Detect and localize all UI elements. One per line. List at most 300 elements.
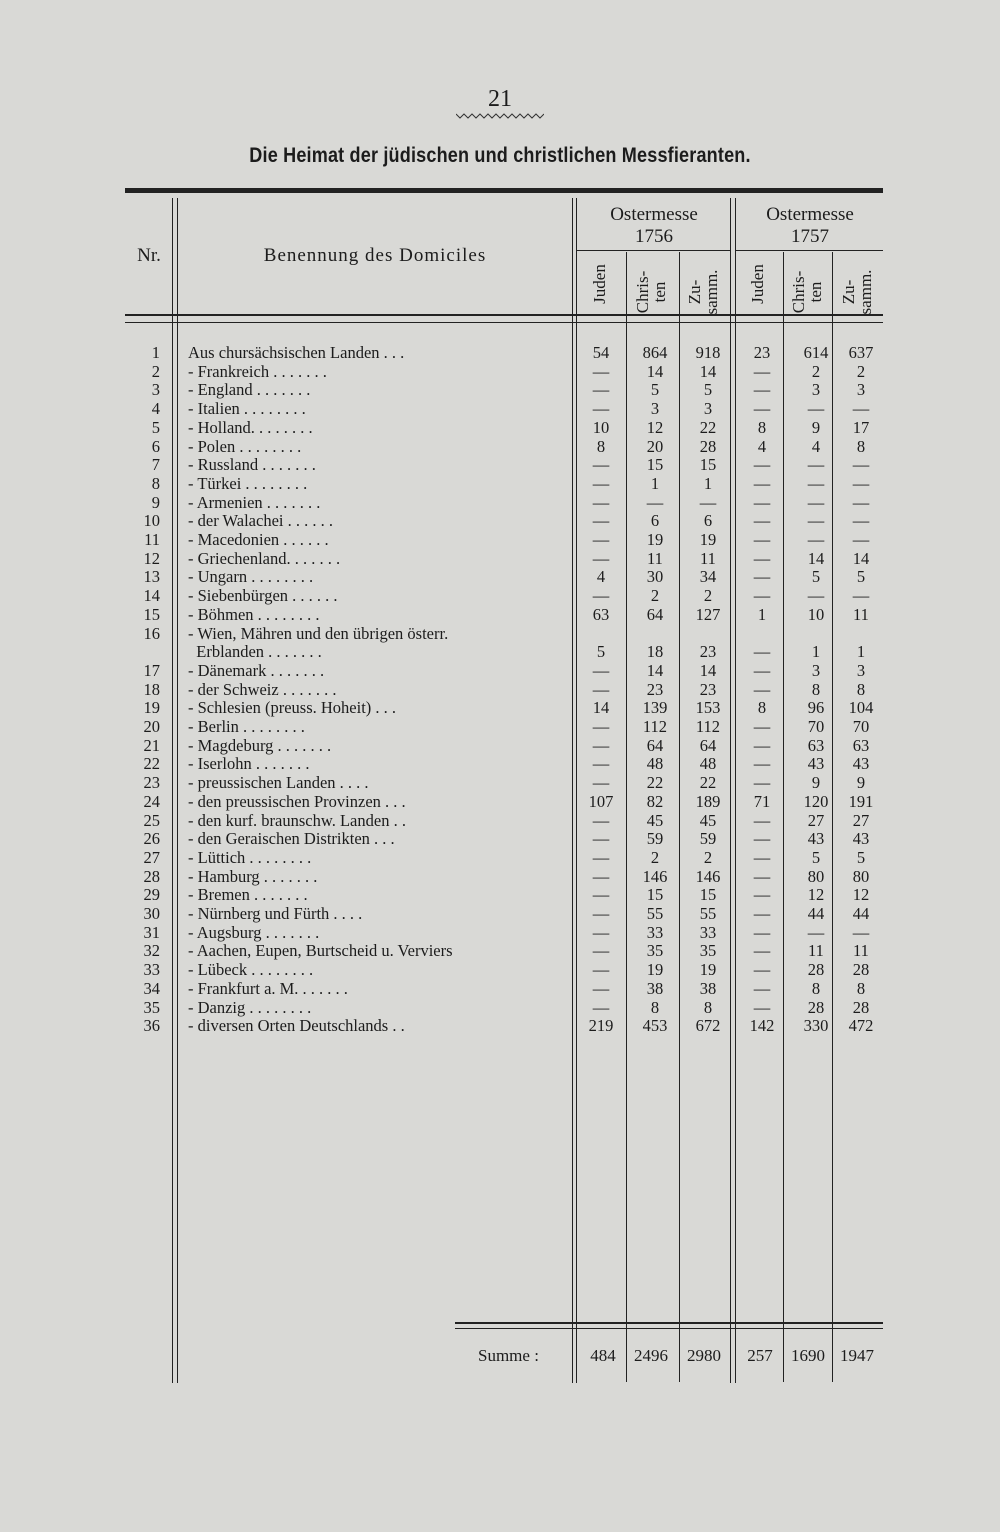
row-value-6: 28 bbox=[852, 997, 870, 1017]
row-value-4: 8 bbox=[757, 417, 767, 437]
row-value-6: 3 bbox=[856, 380, 866, 400]
row-value-4: — bbox=[753, 941, 771, 961]
row-value-3: 15 bbox=[699, 885, 717, 905]
row-value-3: 3 bbox=[703, 399, 713, 419]
row-value-1: 4 bbox=[596, 567, 606, 587]
row-value-2: 55 bbox=[646, 904, 664, 923]
row-value-4: — bbox=[753, 492, 771, 512]
row-domicile: - Frankreich . . . . . . . bbox=[188, 361, 327, 381]
row-value-5: 28 bbox=[807, 997, 825, 1017]
row-domicile: - Italien . . . . . . . . bbox=[188, 399, 306, 419]
row-value-2: 18 bbox=[646, 642, 664, 662]
table-row bbox=[0, 960, 1000, 979]
row-number: 19 bbox=[143, 698, 160, 718]
row-value-4: — bbox=[753, 473, 771, 493]
row-value-6: 191 bbox=[848, 791, 874, 811]
row-value-1: 107 bbox=[588, 791, 614, 811]
row-value-5: 14 bbox=[807, 548, 825, 568]
row-value-4: — bbox=[753, 455, 771, 475]
row-value-4: — bbox=[753, 679, 771, 699]
row-value-2: 146 bbox=[642, 866, 668, 886]
row-value-5: 9 bbox=[811, 417, 821, 437]
row-value-4: — bbox=[753, 829, 771, 849]
row-value-1: 10 bbox=[592, 417, 610, 437]
row-number: 36 bbox=[143, 1016, 160, 1036]
row-value-2: 2 bbox=[650, 847, 660, 867]
row-domicile: - Hamburg . . . . . . . bbox=[188, 866, 318, 886]
table-row bbox=[0, 923, 1000, 942]
table-top-rule bbox=[125, 188, 883, 193]
table-row bbox=[0, 380, 1000, 399]
row-value-6: 637 bbox=[848, 343, 874, 362]
row-domicile: - Lüttich . . . . . . . . bbox=[188, 847, 312, 867]
table-row bbox=[0, 848, 1000, 867]
row-value-4: 1 bbox=[757, 604, 767, 624]
row-domicile: - Ungarn . . . . . . . . bbox=[188, 567, 314, 587]
row-value-6: — bbox=[852, 473, 870, 493]
row-value-1: — bbox=[592, 399, 610, 419]
row-value-3: 8 bbox=[703, 997, 713, 1017]
row-value-4: — bbox=[753, 717, 771, 736]
row-value-5: — bbox=[807, 455, 825, 475]
row-number: 31 bbox=[143, 922, 160, 942]
row-value-1: — bbox=[592, 941, 610, 961]
row-value-3: 672 bbox=[695, 1016, 721, 1036]
row-value-6: 3 bbox=[856, 660, 866, 680]
row-value-1: — bbox=[592, 904, 610, 923]
row-number: 14 bbox=[143, 586, 160, 606]
row-number: 29 bbox=[143, 885, 160, 905]
table-row bbox=[0, 680, 1000, 699]
row-value-1: — bbox=[592, 660, 610, 680]
row-value-2: 45 bbox=[646, 810, 664, 830]
summe-juden-1756: 484 bbox=[590, 1346, 616, 1365]
row-value-2: 1 bbox=[650, 473, 660, 493]
row-value-2: 139 bbox=[642, 698, 668, 718]
row-number: 24 bbox=[143, 791, 160, 811]
row-domicile: - Polen . . . . . . . . bbox=[188, 436, 302, 456]
row-value-3: 2 bbox=[703, 586, 713, 606]
row-domicile: - Armenien . . . . . . . bbox=[188, 492, 321, 512]
row-number: 15 bbox=[143, 604, 160, 624]
row-value-1: 54 bbox=[592, 343, 610, 362]
row-value-2: 30 bbox=[646, 567, 664, 587]
row-value-6: — bbox=[852, 511, 870, 531]
row-value-3: 55 bbox=[699, 904, 717, 923]
row-value-3: 5 bbox=[703, 380, 713, 400]
row-value-5: 120 bbox=[803, 791, 829, 811]
row-value-6: 2 bbox=[856, 361, 866, 381]
row-value-2: 112 bbox=[642, 717, 668, 736]
row-value-2: 64 bbox=[646, 735, 664, 755]
table-row bbox=[0, 624, 1000, 643]
row-domicile: - den preussischen Provinzen . . . bbox=[188, 791, 406, 811]
row-value-6: 44 bbox=[852, 904, 870, 923]
row-value-1: — bbox=[592, 548, 610, 568]
row-value-4: — bbox=[753, 361, 771, 381]
row-value-2: 864 bbox=[642, 343, 668, 362]
summe-juden-1757: 257 bbox=[747, 1346, 773, 1365]
table-row bbox=[0, 979, 1000, 998]
row-value-1: — bbox=[592, 455, 610, 475]
header-christen-line1: Chris- bbox=[789, 270, 808, 314]
row-value-5: 330 bbox=[803, 1016, 829, 1036]
row-value-4: — bbox=[753, 885, 771, 905]
table-row bbox=[0, 811, 1000, 830]
row-value-5: 3 bbox=[811, 660, 821, 680]
row-value-2: 8 bbox=[650, 997, 660, 1017]
row-value-6: 80 bbox=[852, 866, 870, 886]
row-domicile: - Aachen, Eupen, Burtscheid u. Verviers bbox=[188, 941, 453, 961]
row-value-4: — bbox=[753, 978, 771, 998]
row-value-5: 3 bbox=[811, 380, 821, 400]
row-value-4: — bbox=[753, 904, 771, 923]
row-number: 33 bbox=[143, 960, 160, 980]
row-value-6: 11 bbox=[853, 604, 869, 624]
row-domicile: - Lübeck . . . . . . . . bbox=[188, 960, 314, 980]
row-domicile: - den Geraischen Distrikten . . . bbox=[188, 829, 395, 849]
table-row bbox=[0, 493, 1000, 512]
table-row bbox=[0, 941, 1000, 960]
summe-label: Summe : bbox=[478, 1346, 539, 1365]
row-value-1: 63 bbox=[592, 604, 610, 624]
row-value-2: 12 bbox=[646, 417, 664, 437]
row-number: 21 bbox=[143, 735, 160, 755]
row-number: 3 bbox=[151, 380, 160, 400]
header-ostermesse-1756 bbox=[578, 204, 730, 248]
table-row bbox=[0, 661, 1000, 680]
row-domicile: - Wien, Mähren und den übrigen österr. bbox=[188, 623, 449, 643]
row-value-6: — bbox=[852, 586, 870, 606]
row-value-4: — bbox=[753, 922, 771, 942]
row-value-3: 14 bbox=[699, 361, 717, 381]
row-value-6: 11 bbox=[853, 941, 869, 961]
row-value-3: 23 bbox=[699, 679, 717, 699]
row-value-4: — bbox=[753, 773, 771, 793]
row-value-2: 23 bbox=[646, 679, 664, 699]
row-value-4: 142 bbox=[749, 1016, 775, 1036]
row-value-6: 28 bbox=[852, 960, 870, 980]
header-bottom-rule bbox=[125, 314, 883, 316]
row-domicile: - Russland . . . . . . . bbox=[188, 455, 316, 475]
row-value-4: — bbox=[753, 810, 771, 830]
row-value-1: — bbox=[592, 586, 610, 606]
header-zusamm-1757 bbox=[840, 262, 876, 322]
row-value-4: — bbox=[753, 548, 771, 568]
row-value-4: — bbox=[753, 586, 771, 606]
row-domicile: - Bremen . . . . . . . bbox=[188, 885, 308, 905]
row-value-2: 14 bbox=[646, 361, 664, 381]
header-zusamm-line1: Zu- bbox=[839, 279, 858, 305]
table-row bbox=[0, 642, 1000, 661]
row-value-1: 219 bbox=[588, 1016, 614, 1036]
row-value-1: — bbox=[592, 773, 610, 793]
row-value-6: 8 bbox=[856, 436, 866, 456]
row-value-5: 614 bbox=[803, 343, 829, 362]
row-value-3: 153 bbox=[695, 698, 721, 718]
row-domicile: - Magdeburg . . . . . . . bbox=[188, 735, 332, 755]
row-number: 10 bbox=[143, 511, 160, 531]
row-value-3: 64 bbox=[699, 735, 717, 755]
header-year-1756: 1756 bbox=[635, 226, 673, 247]
row-value-6: — bbox=[852, 399, 870, 419]
row-value-2: 48 bbox=[646, 754, 664, 774]
header-juden-1756: Juden bbox=[590, 264, 609, 304]
row-value-3: 1 bbox=[703, 473, 713, 493]
row-value-5: — bbox=[807, 586, 825, 606]
row-domicile: - Nürnberg und Fürth . . . . bbox=[188, 904, 363, 923]
row-value-2: 14 bbox=[646, 660, 664, 680]
table-row bbox=[0, 605, 1000, 624]
row-value-2: 59 bbox=[646, 829, 664, 849]
row-value-1: — bbox=[592, 885, 610, 905]
row-value-2: 3 bbox=[650, 399, 660, 419]
row-value-1: — bbox=[592, 492, 610, 512]
row-value-6: 70 bbox=[852, 717, 870, 736]
row-domicile: Erblanden . . . . . . . bbox=[188, 642, 322, 662]
row-value-3: 918 bbox=[695, 343, 721, 362]
row-value-1: — bbox=[592, 679, 610, 699]
header-christen-line2: ten bbox=[650, 281, 669, 303]
row-value-6: 5 bbox=[856, 847, 866, 867]
row-value-3: 45 bbox=[699, 810, 717, 830]
row-value-1: — bbox=[592, 380, 610, 400]
row-value-1: — bbox=[592, 960, 610, 980]
header-zusamm-line1: Zu- bbox=[685, 279, 704, 305]
row-domicile: - den kurf. braunschw. Landen . . bbox=[188, 810, 406, 830]
row-value-4: 71 bbox=[753, 791, 771, 811]
row-value-5: 4 bbox=[811, 436, 821, 456]
row-value-1: — bbox=[592, 866, 610, 886]
row-number: 20 bbox=[143, 717, 160, 736]
row-value-5: 5 bbox=[811, 847, 821, 867]
row-value-5: 12 bbox=[807, 885, 825, 905]
row-value-6: 43 bbox=[852, 829, 870, 849]
row-domicile: - Dänemark . . . . . . . bbox=[188, 660, 325, 680]
row-value-4: — bbox=[753, 530, 771, 549]
row-value-6: 43 bbox=[852, 754, 870, 774]
row-value-3: 146 bbox=[695, 866, 721, 886]
row-value-6: 5 bbox=[856, 567, 866, 587]
row-value-1: — bbox=[592, 511, 610, 531]
table-row bbox=[0, 549, 1000, 568]
row-value-3: 2 bbox=[703, 847, 713, 867]
row-value-2: 35 bbox=[646, 941, 664, 961]
row-value-1: — bbox=[592, 735, 610, 755]
row-domicile: - Türkei . . . . . . . . bbox=[188, 473, 308, 493]
table-row bbox=[0, 343, 1000, 362]
row-domicile: - Griechenland. . . . . . . bbox=[188, 548, 341, 568]
row-number: 9 bbox=[151, 492, 160, 512]
group2-underline bbox=[735, 250, 883, 251]
table-row bbox=[0, 829, 1000, 848]
row-value-4: 23 bbox=[753, 343, 771, 362]
table-row bbox=[0, 773, 1000, 792]
table-row bbox=[0, 792, 1000, 811]
row-value-6: 472 bbox=[848, 1016, 874, 1036]
row-value-3: 22 bbox=[699, 773, 717, 793]
row-value-5: 9 bbox=[811, 773, 821, 793]
row-value-1: — bbox=[592, 978, 610, 998]
row-value-1: — bbox=[592, 473, 610, 493]
row-number: 13 bbox=[143, 567, 160, 587]
row-number: 35 bbox=[143, 997, 160, 1017]
row-value-2: 5 bbox=[650, 380, 660, 400]
row-number: 27 bbox=[143, 847, 160, 867]
row-number: 30 bbox=[143, 904, 160, 923]
row-value-2: 6 bbox=[650, 511, 660, 531]
row-value-5: 8 bbox=[811, 679, 821, 699]
row-number: 26 bbox=[143, 829, 160, 849]
table-row bbox=[0, 362, 1000, 381]
row-value-4: — bbox=[753, 642, 771, 662]
row-value-4: 8 bbox=[757, 698, 767, 718]
row-value-1: 5 bbox=[596, 642, 606, 662]
row-value-1: — bbox=[592, 997, 610, 1017]
row-number: 2 bbox=[151, 361, 160, 381]
row-value-4: — bbox=[753, 735, 771, 755]
row-value-5: — bbox=[807, 530, 825, 549]
row-number: 17 bbox=[143, 660, 160, 680]
row-value-2: 64 bbox=[646, 604, 664, 624]
row-value-6: 8 bbox=[856, 978, 866, 998]
row-domicile: - Berlin . . . . . . . . bbox=[188, 717, 305, 736]
row-value-2: — bbox=[646, 492, 664, 512]
table-row bbox=[0, 717, 1000, 736]
header-zusamm-1756 bbox=[686, 262, 722, 322]
row-value-5: 43 bbox=[807, 754, 825, 774]
group1-underline bbox=[576, 250, 730, 251]
row-value-5: — bbox=[807, 492, 825, 512]
row-value-2: 2 bbox=[650, 586, 660, 606]
row-value-5: 5 bbox=[811, 567, 821, 587]
row-value-2: 22 bbox=[646, 773, 664, 793]
header-christen-1756 bbox=[634, 262, 670, 322]
row-value-3: 59 bbox=[699, 829, 717, 849]
header-ostermesse-label: Ostermesse bbox=[766, 204, 854, 225]
row-value-6: 1 bbox=[856, 642, 866, 662]
row-value-5: — bbox=[807, 473, 825, 493]
row-domicile: - Augsburg . . . . . . . bbox=[188, 922, 320, 942]
row-value-3: 22 bbox=[699, 417, 717, 437]
row-number: 8 bbox=[151, 473, 160, 493]
row-value-4: — bbox=[753, 399, 771, 419]
row-value-6: 17 bbox=[852, 417, 870, 437]
row-number: 32 bbox=[143, 941, 160, 961]
row-value-6: 12 bbox=[852, 885, 870, 905]
table-row bbox=[0, 511, 1000, 530]
table-row bbox=[0, 736, 1000, 755]
summe-zusamm-1757: 1947 bbox=[840, 1346, 874, 1365]
row-value-4: — bbox=[753, 960, 771, 980]
row-value-1: — bbox=[592, 829, 610, 849]
table-row bbox=[0, 754, 1000, 773]
page-title: Die Heimat der jüdischen und christlichen Messfieranten. bbox=[249, 144, 751, 167]
row-value-6: 8 bbox=[856, 679, 866, 699]
header-thin-rule bbox=[125, 322, 883, 323]
row-value-6: 27 bbox=[852, 810, 870, 830]
table-row bbox=[0, 567, 1000, 586]
table-row bbox=[0, 530, 1000, 549]
row-value-3: 28 bbox=[699, 436, 717, 456]
row-number: 5 bbox=[151, 417, 160, 437]
row-number: 12 bbox=[143, 548, 160, 568]
page-number: 21 bbox=[488, 86, 512, 112]
row-value-6: — bbox=[852, 530, 870, 549]
sum-top-rule bbox=[455, 1322, 883, 1324]
row-value-5: 63 bbox=[807, 735, 825, 755]
row-value-6: 9 bbox=[856, 773, 866, 793]
row-value-3: 48 bbox=[699, 754, 717, 774]
row-domicile: - preussischen Landen . . . . bbox=[188, 773, 369, 793]
table-row bbox=[0, 867, 1000, 886]
row-domicile: - Iserlohn . . . . . . . bbox=[188, 754, 310, 774]
row-number: 7 bbox=[151, 455, 160, 475]
row-value-2: 15 bbox=[646, 885, 664, 905]
row-value-3: 23 bbox=[699, 642, 717, 662]
row-value-4: — bbox=[753, 511, 771, 531]
row-domicile: - Holland. . . . . . . . bbox=[188, 417, 313, 437]
header-christen-line2: ten bbox=[806, 281, 825, 303]
row-domicile: - Frankfurt a. M. . . . . . . bbox=[188, 978, 348, 998]
row-value-5: — bbox=[807, 399, 825, 419]
row-value-3: 34 bbox=[699, 567, 717, 587]
row-number: 23 bbox=[143, 773, 160, 793]
row-number: 6 bbox=[151, 436, 160, 456]
row-domicile: - diversen Orten Deutschlands . . bbox=[188, 1016, 405, 1036]
row-number: 25 bbox=[143, 810, 160, 830]
row-value-4: — bbox=[753, 567, 771, 587]
header-christen-line1: Chris- bbox=[633, 270, 652, 314]
row-number: 4 bbox=[151, 399, 160, 419]
table-row bbox=[0, 474, 1000, 493]
row-domicile: Aus chursächsischen Landen . . . bbox=[188, 343, 405, 362]
row-value-6: 63 bbox=[852, 735, 870, 755]
row-value-3: 14 bbox=[699, 660, 717, 680]
row-value-3: 15 bbox=[699, 455, 717, 475]
row-number: 16 bbox=[143, 623, 160, 643]
row-value-1: — bbox=[592, 530, 610, 549]
row-value-5: 43 bbox=[807, 829, 825, 849]
row-value-4: — bbox=[753, 866, 771, 886]
header-juden-1757: Juden bbox=[748, 264, 767, 304]
header-nr: Nr. bbox=[137, 245, 161, 266]
row-value-3: 35 bbox=[699, 941, 717, 961]
header-ostermesse-label: Ostermesse bbox=[610, 204, 698, 225]
header-christen-1757 bbox=[790, 262, 826, 322]
row-value-5: 70 bbox=[807, 717, 825, 736]
row-number: 11 bbox=[144, 530, 160, 549]
row-number: 28 bbox=[143, 866, 160, 886]
page-number-ornament bbox=[456, 112, 544, 120]
row-domicile: - Danzig . . . . . . . . bbox=[188, 997, 312, 1017]
row-domicile: - England . . . . . . . bbox=[188, 380, 311, 400]
row-value-4: 4 bbox=[757, 436, 767, 456]
table-row bbox=[0, 586, 1000, 605]
table-row bbox=[0, 885, 1000, 904]
row-value-3: 19 bbox=[699, 960, 717, 980]
row-value-2: 11 bbox=[647, 548, 663, 568]
row-number: 22 bbox=[143, 754, 160, 774]
header-ostermesse-1757 bbox=[736, 204, 884, 248]
row-number: 18 bbox=[143, 679, 160, 699]
row-value-3: 112 bbox=[695, 717, 721, 736]
summe-christen-1756: 2496 bbox=[634, 1346, 668, 1365]
row-value-5: — bbox=[807, 511, 825, 531]
header-zusamm-line2: samm. bbox=[856, 269, 875, 315]
row-value-3: 127 bbox=[695, 604, 721, 624]
table-row bbox=[0, 698, 1000, 717]
